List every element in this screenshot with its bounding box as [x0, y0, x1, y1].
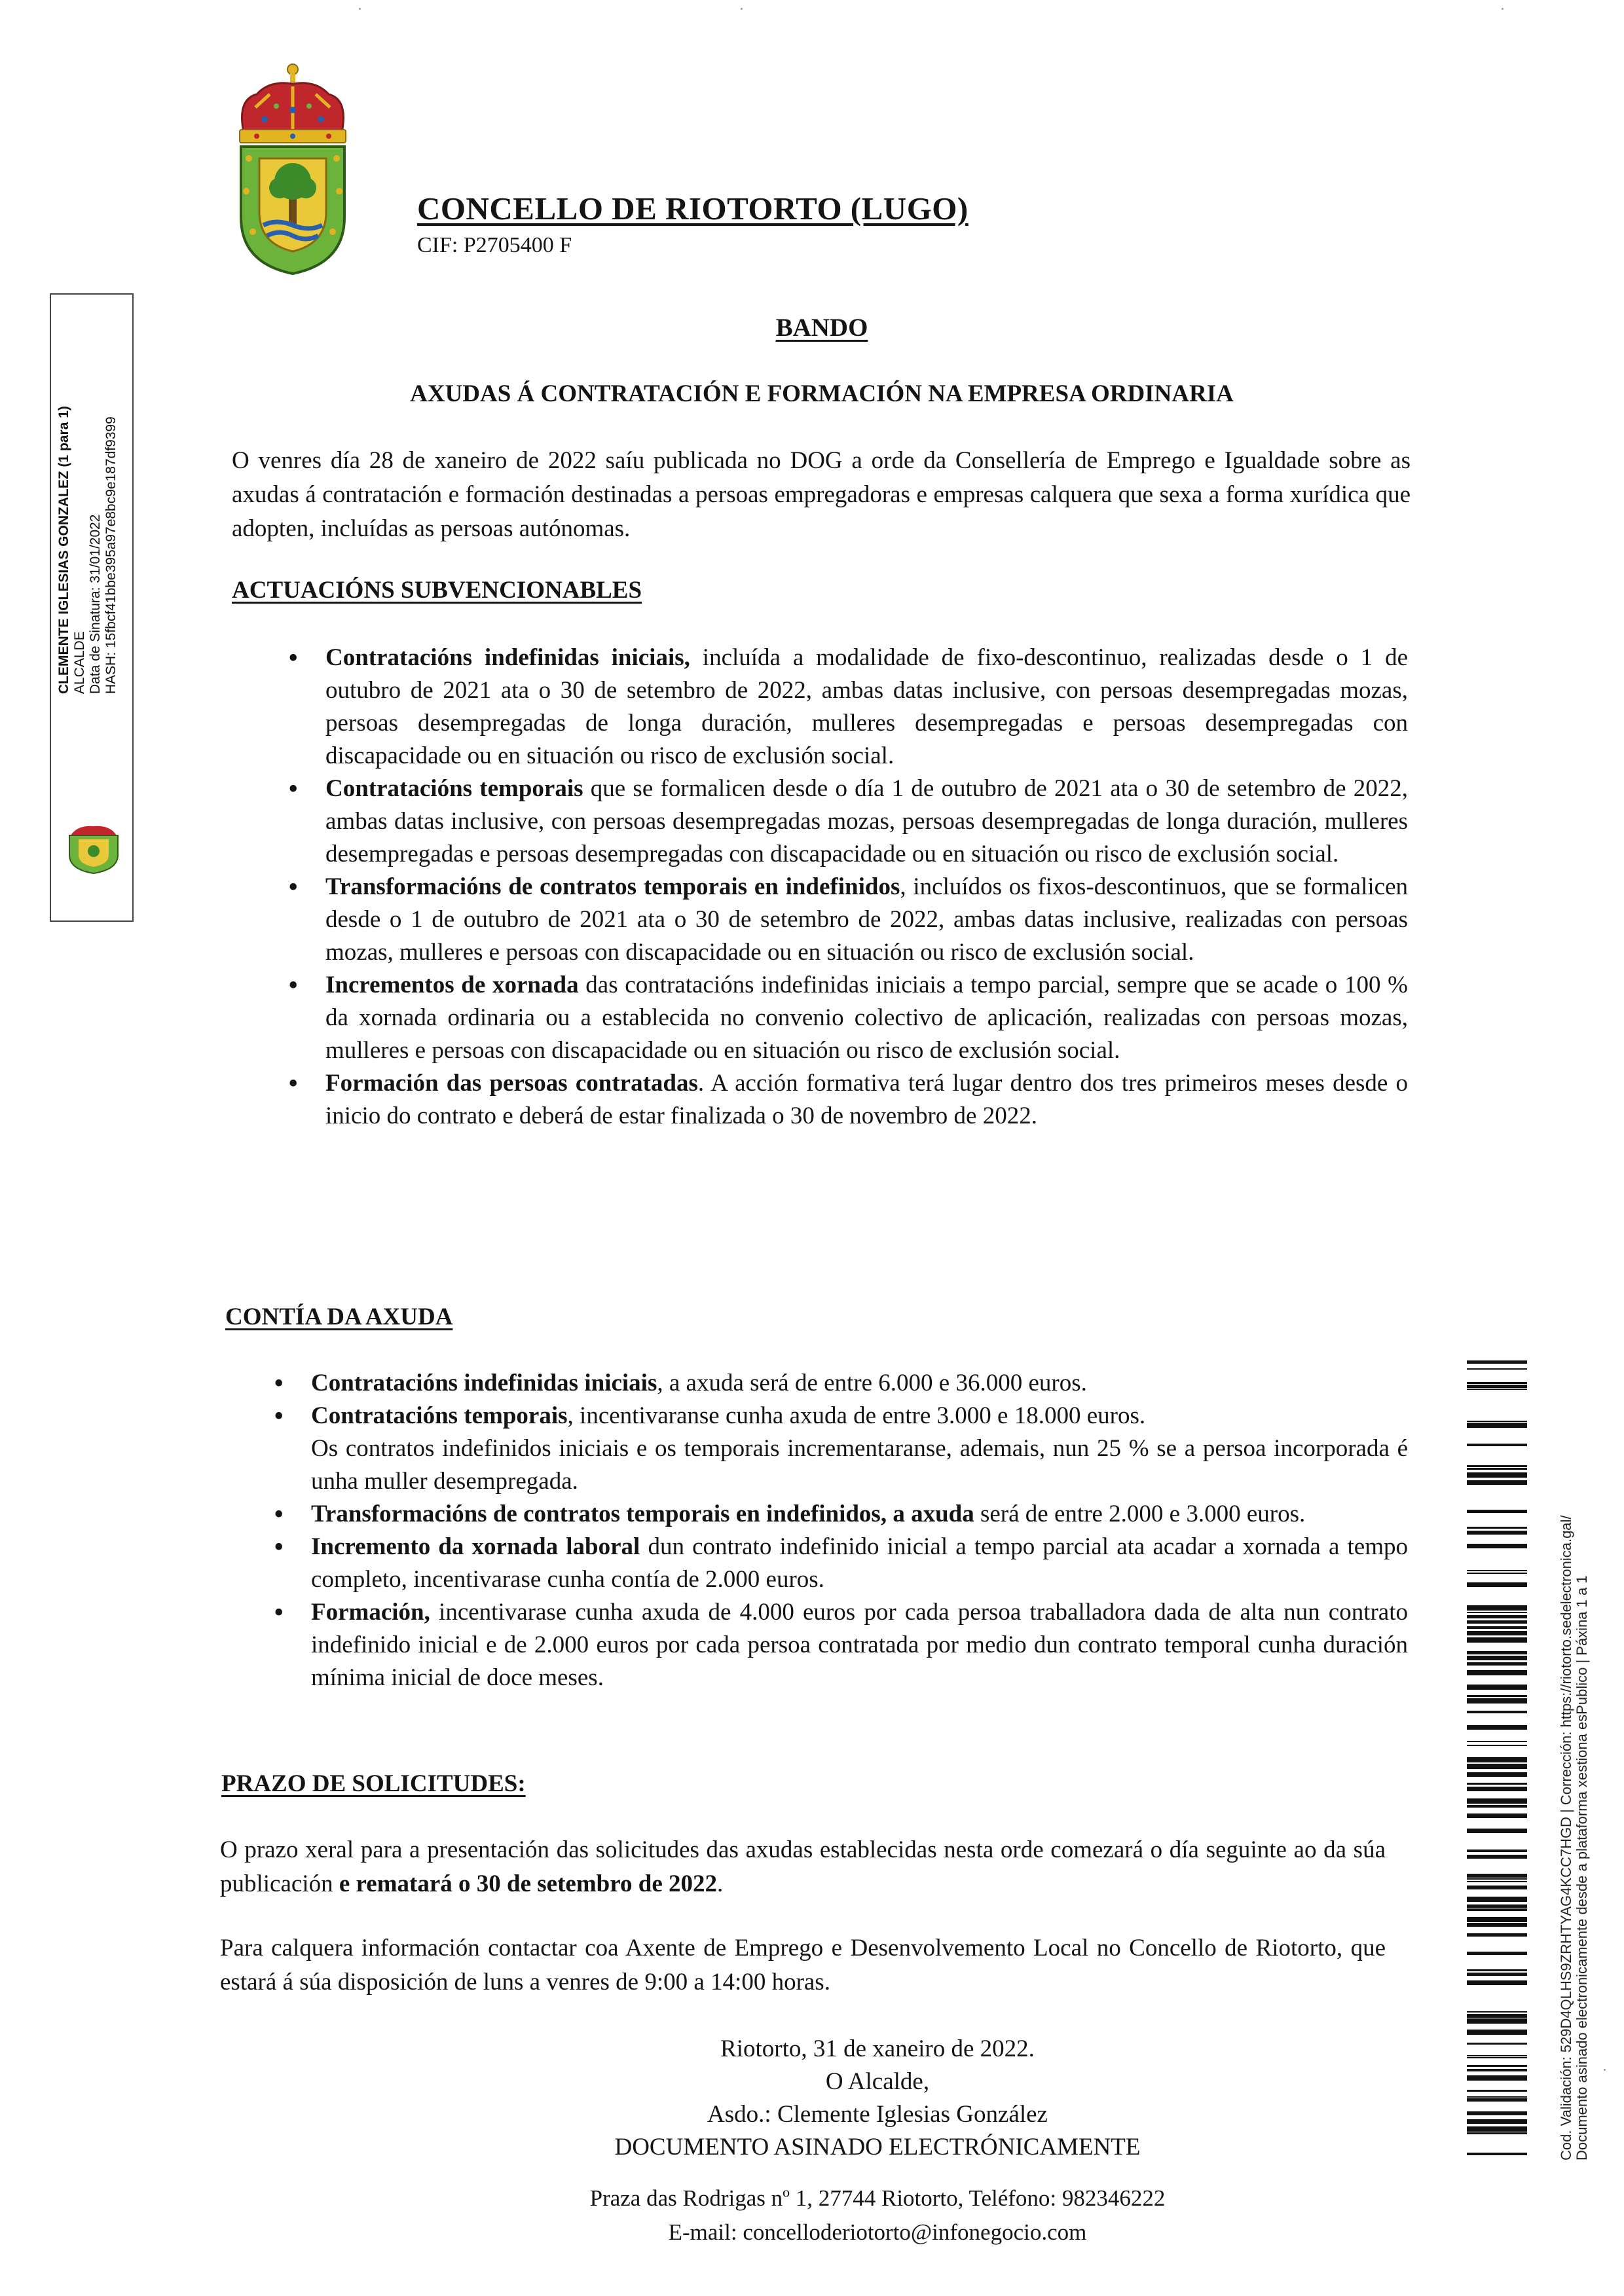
item-text: dun contrato indefinido inicial a tempo parcial ata acadar a xornada a tempo completo, incentivarase cunha contía de 2.000 euros.: [311, 1533, 1408, 1593]
validation-text: [1559, 1309, 1590, 2160]
barcode-bar: [1467, 1480, 1527, 1485]
footer: [0, 2181, 1624, 2250]
barcode-bar: [1467, 1626, 1527, 1629]
barcode-bar: [1467, 2126, 1527, 2132]
barcode-bar: [1467, 2014, 1527, 2018]
barcode-bar: [1467, 2030, 1527, 2035]
item-label: Incrementos de xornada: [325, 972, 579, 998]
barcode-bar: [1467, 1783, 1527, 1785]
barcode-bar: [1467, 1573, 1527, 1574]
barcode-image: [1467, 1360, 1527, 2163]
barcode-bar: [1467, 1725, 1527, 1730]
signature-hash: HASH: 15fbcf41bbe395a97e8bc9e187df9399: [103, 416, 119, 694]
barcode-bar: [1467, 1805, 1527, 1808]
list-item: [274, 1596, 1408, 1694]
barcode-bar: [1467, 1698, 1527, 1704]
barcode-bar: [1467, 1544, 1527, 1548]
closing-block: [0, 2033, 1624, 2164]
barcode-bar: [1467, 1878, 1527, 1880]
barcode-bar: [1467, 1531, 1527, 1535]
barcode-bar: [1467, 1468, 1527, 1470]
list-item: [274, 1367, 1408, 1400]
barcode-bar: [1467, 2069, 1527, 2071]
list-item: [288, 642, 1408, 773]
prazo-paragraph: [220, 1833, 1386, 1901]
barcode-bar: [1467, 1605, 1527, 1611]
section-heading-contia: CONTÍA DA AXUDA: [225, 1303, 453, 1330]
barcode-bar: [1467, 1637, 1527, 1643]
barcode-bar: [1467, 1741, 1527, 1742]
barcode-bar: [1467, 2018, 1527, 2024]
barcode-bar: [1467, 1527, 1527, 1529]
barcode-bar: [1467, 1670, 1527, 1675]
barcode-bar: [1467, 1829, 1527, 1833]
item-label: Contratacións temporais: [325, 775, 583, 802]
barcode-bar: [1467, 1368, 1527, 1370]
scan-dot: [1502, 8, 1504, 10]
prazo-text: O prazo xeral para a presentación das solicitudes das axudas establecidas nesta orde comezará o día seguinte ao da súa publicación: [220, 1836, 1386, 1897]
coat-of-arms-logo: [231, 60, 355, 276]
barcode-bar: [1467, 1389, 1527, 1390]
bando-heading: BANDO: [775, 314, 868, 342]
item-label: Formación das persoas contratadas: [325, 1070, 698, 1097]
cif-number: CIF: P2705400 F: [417, 233, 572, 257]
item-text: será de entre 2.000 e 3.000 euros.: [974, 1501, 1306, 1527]
barcode-bar: [1467, 1620, 1527, 1624]
barcode-bar: [1467, 1787, 1527, 1791]
prazo-deadline: e rematará o 30 de setembro de 2022: [339, 1870, 717, 1897]
list-item: [274, 1400, 1408, 1498]
barcode-bar: [1467, 1897, 1527, 1902]
barcode-bar: [1467, 1612, 1527, 1613]
item-text: . A acción formativa terá lugar dentro dos tres primeiros meses desde o inicio do contrato e deberá de estar finalizada o 30 de novembro de 2022.: [325, 1070, 1408, 1129]
document-subtitle: AXUDAS Á CONTRATACIÓN E FORMACIÓN NA EMPRESA ORDINARIA: [410, 380, 1234, 407]
barcode-bar: [1467, 1881, 1527, 1882]
place-date: Riotorto, 31 de xaneiro de 2022.: [720, 2035, 1035, 2062]
list-item: [288, 969, 1408, 1067]
barcode-bar: [1467, 1582, 1527, 1587]
item-text: das contratacións indefinidas iniciais a tempo parcial, sempre que se acade o 100 % da xornada ordinaria ou a establecida no convenio colectivo de aplicación, realizadas con persoas mozas, mulleres e persoas con discapacidade ou en situación ou risco de exclusión social.: [325, 972, 1408, 1064]
barcode-bar: [1467, 2057, 1527, 2058]
barcode-bar: [1467, 1904, 1527, 1908]
barcode-bar: [1467, 1850, 1527, 1852]
barcode-bar: [1467, 1472, 1527, 1478]
barcode-bar: [1467, 1465, 1527, 1467]
footer-address: Praza das Rodrigas nº 1, 27744 Riotorto, Teléfono: 982346222: [589, 2185, 1166, 2211]
barcode-bar: [1467, 2096, 1527, 2098]
list-item: [288, 871, 1408, 969]
item-text: incentivarase cunha axuda de 4.000 euros por cada persoa traballadora dada de alta nun contrato indefinido inicial e de 2.000 euros por cada persoa contratada por medio dun contrato temporal cunha duración mínima inicial de doce meses.: [311, 1599, 1408, 1691]
item-label: Contratacións indefinidas iniciais,: [325, 644, 690, 671]
item-text: , incentivaranse cunha axuda de entre 3.000 e 18.000 euros.: [567, 1402, 1146, 1429]
barcode-bar: [1467, 1772, 1527, 1777]
barcode-bar: [1467, 1385, 1527, 1388]
info-paragraph: Para calquera información contactar coa Axente de Emprego e Desenvolvemento Local no Concello de Riotorto, que estará á súa disposición de luns a venres de 9:00 a 14:00 horas.: [220, 1935, 1386, 1995]
barcode-bar: [1467, 2011, 1527, 2013]
signature-text: [56, 236, 119, 694]
item-label: Transformacións de contratos temporais en indefinidos, a axuda: [311, 1501, 974, 1527]
list-item: [274, 1498, 1408, 1531]
signature-date: Data de Sinatura: 31/01/2022: [88, 514, 103, 694]
barcode-bar: [1467, 2153, 1527, 2155]
barcode-bar: [1467, 1980, 1527, 1985]
barcode-bar: [1467, 1656, 1527, 1660]
item-label: Formación,: [311, 1599, 430, 1626]
barcode-bar: [1467, 1798, 1527, 1804]
electronic-signature-note: DOCUMENTO ASINADO ELECTRÓNICAMENTE: [614, 2134, 1141, 2160]
barcode-bar: [1467, 1423, 1527, 1428]
barcode-bar: [1467, 1662, 1527, 1666]
barcode-bar: [1467, 1933, 1527, 1937]
item-note: Os contratos indefinidos iniciais e os temporais incrementaranse, ademais, nun 25 % se a persoa incorporada é unha muller desempregada.: [311, 1435, 1408, 1495]
footer-email: E-mail: concelloderiotorto@infonegocio.com: [668, 2219, 1087, 2245]
barcode-bar: [1467, 2065, 1527, 2067]
barcode-bar: [1467, 2075, 1527, 2081]
item-label: Incremento da xornada laboral: [311, 1533, 640, 1560]
barcode-bar: [1467, 2055, 1527, 2056]
list-item: [288, 1067, 1408, 1133]
scan-dot: [359, 8, 361, 10]
barcode-bar: [1467, 1631, 1527, 1635]
barcode-bar: [1467, 2098, 1527, 2102]
barcode-bar: [1467, 1923, 1527, 1927]
barcode-bar: [1467, 1510, 1527, 1513]
barcode-bar: [1467, 1764, 1527, 1769]
barcode-bar: [1467, 1444, 1527, 1446]
prazo-text-end: .: [717, 1870, 724, 1897]
item-label: Transformacións de contratos temporais en indefinidos: [325, 873, 900, 900]
barcode-bar: [1467, 1745, 1527, 1746]
scan-dot: [741, 8, 743, 10]
signed-by: Asdo.: Clemente Iglesias González: [707, 2101, 1048, 2128]
item-text: , a axuda será de entre 6.000 e 36.000 euros.: [657, 1370, 1087, 1396]
item-text: que se formalicen desde o día 1 de outubro de 2021 ata o 30 de setembro de 2022, ambas datas inclusive, con persoas desempregadas mozas, persoas desempregadas de longa duración, mulleres desempregadas e persoas desempregadas con discapacidade ou en situación ou risco de exclusión social.: [325, 775, 1408, 867]
list-item: [274, 1531, 1408, 1596]
barcode-bar: [1467, 2043, 1527, 2045]
barcode-bar: [1467, 1711, 1527, 1713]
signer-role-closing: O Alcalde,: [825, 2068, 930, 2095]
signer-role: ALCALDE: [72, 631, 87, 694]
barcode-bar: [1467, 1570, 1527, 1571]
actuacions-list: [288, 642, 1408, 1133]
barcode-bar: [1467, 1855, 1527, 1859]
barcode-bar: [1467, 1615, 1527, 1618]
barcode-bar: [1467, 1421, 1527, 1422]
item-text: incluída a modalidade de fixo-descontinuo, realizadas desde o 1 de outubro de 2021 ata o 30 de setembro de 2022, ambas datas inclusive, con persoas desempregadas mozas, persoas desempregadas de longa duración, mulleres desempregadas e persoas desempregadas con discapacidade ou en situación ou risco de exclusión social.: [325, 644, 1408, 769]
barcode-bar: [1467, 1886, 1527, 1889]
barcode-bar: [1467, 1874, 1527, 1878]
barcode-bar: [1467, 2119, 1527, 2124]
barcode-bar: [1467, 1969, 1527, 1971]
barcode-bar: [1467, 1908, 1527, 1911]
section-heading-prazo: PRAZO DE SOLICITUDES:: [221, 1770, 526, 1797]
intro-paragraph: O venres día 28 de xaneiro de 2022 saíu publicada no DOG a orde da Consellería de Emprego e Igualdade sobre as axudas á contratación e formación destinadas a persoas empregadoras e empresas calquera que sexa a forma xurídica que adopten, incluídas as persoas autónomas.: [232, 447, 1411, 542]
validation-code: Cod. Validación: 529D4QLHS9ZRHTYAG4KCC7HGD | Corrección: https://riotorto.sedelectronica.gal/: [1558, 1515, 1574, 2160]
signer-name: CLEMENTE IGLESIAS GONZALEZ (1 para 1): [56, 406, 71, 694]
barcode-bar: [1467, 1685, 1527, 1690]
section-heading-actuacions: ACTUACIÓNS SUBVENCIONABLES: [232, 577, 642, 604]
barcode-bar: [1467, 1973, 1527, 1976]
barcode-bar: [1467, 1917, 1527, 1922]
barcode-bar: [1467, 1757, 1527, 1762]
contia-list: [274, 1367, 1408, 1694]
barcode-bar: [1467, 2090, 1527, 2092]
item-text: , incluídos os fixos-descontinuos, que se formalicen desde o 1 de outubro de 2021 ata o 30 de setembro de 2022, ambas datas inclusive, realizadas con persoas mozas, mulleres e persoas con discapacidade ou en situación ou risco de exclusión social.: [325, 873, 1409, 966]
barcode-bar: [1467, 2111, 1527, 2115]
barcode-bar: [1467, 1360, 1527, 1364]
item-label: Contratacións indefinidas iniciais: [311, 1370, 657, 1396]
barcode-bar: [1467, 1651, 1527, 1654]
barcode-bar: [1467, 1813, 1527, 1818]
validation-platform: Documento asinado electronicamente desde a plataforma xestiona esPublico | Páxina 1 a 1: [1574, 1575, 1590, 2160]
barcode-bar: [1467, 2132, 1527, 2134]
barcode-bar: [1467, 1382, 1527, 1384]
barcode-bar: [1467, 1952, 1527, 1955]
small-coat-of-arms-icon: [64, 822, 123, 875]
barcode-bar: [1467, 1695, 1527, 1697]
item-label: Contratacións temporais: [311, 1402, 568, 1429]
page-title: CONCELLO DE RIOTORTO (LUGO): [417, 191, 969, 227]
list-item: [288, 773, 1408, 871]
